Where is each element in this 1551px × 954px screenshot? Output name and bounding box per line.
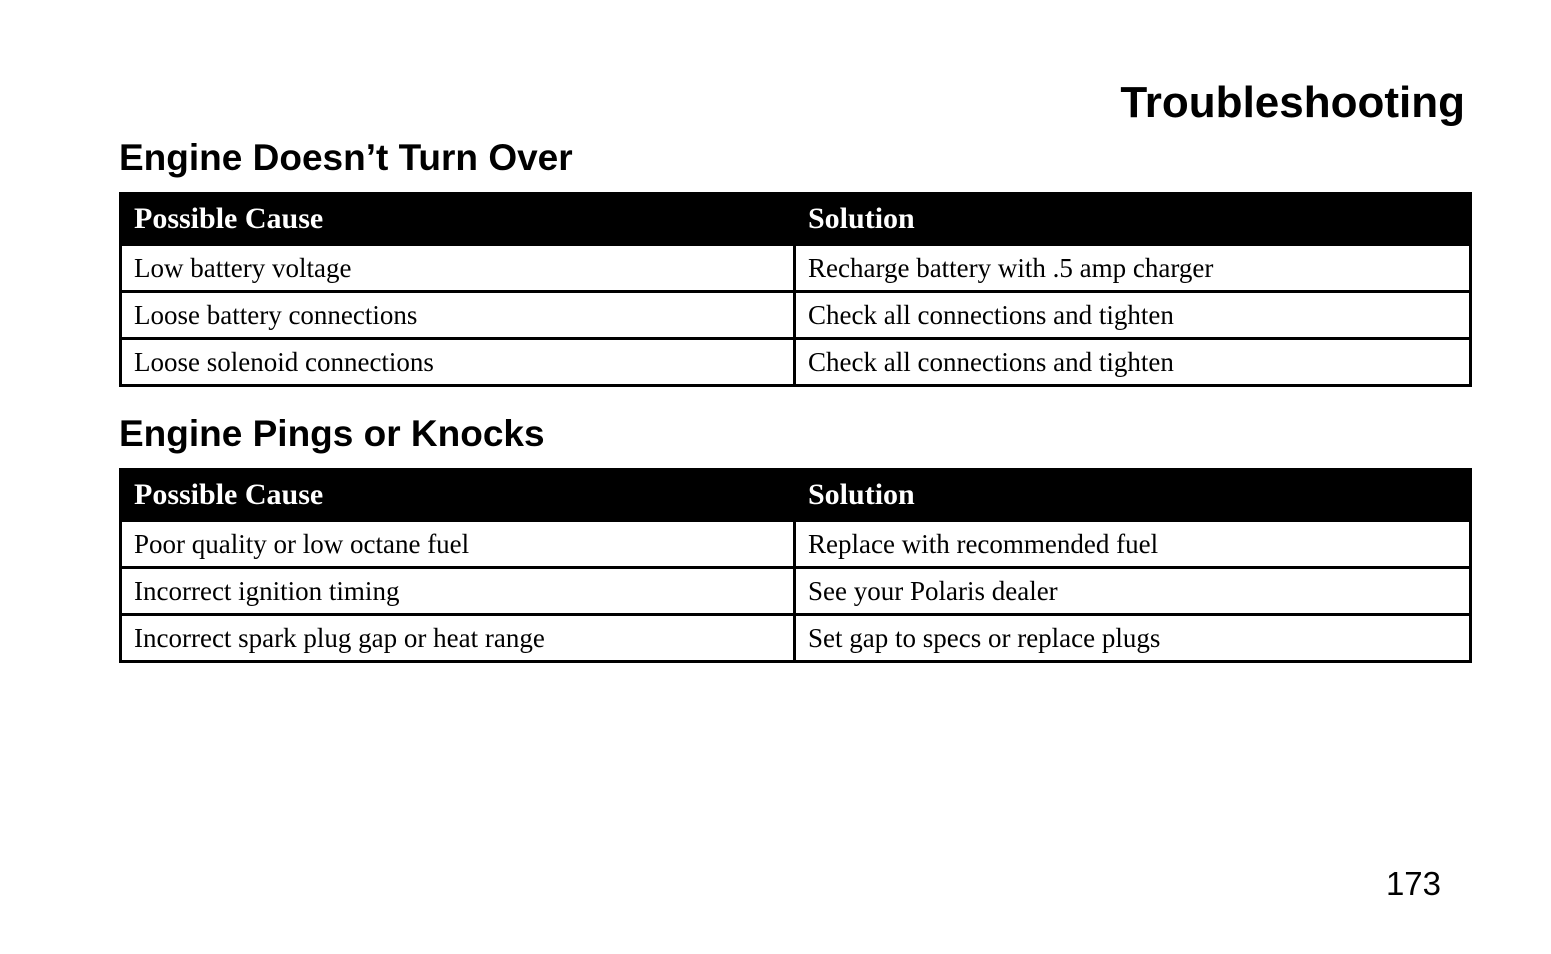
column-header-possible-cause: Possible Cause <box>121 194 795 245</box>
cause-cell: Incorrect ignition timing <box>121 568 795 615</box>
solution-cell: Check all connections and tighten <box>795 339 1471 386</box>
column-header-solution: Solution <box>795 470 1471 521</box>
column-header-solution: Solution <box>795 194 1471 245</box>
column-header-possible-cause: Possible Cause <box>121 470 795 521</box>
table-row <box>121 615 1471 662</box>
cause-cell: Loose battery connections <box>121 292 795 339</box>
solution-cell: Set gap to specs or replace plugs <box>795 615 1471 662</box>
section-engine-doesnt-turn-over <box>119 134 1469 387</box>
cause-cell: Incorrect spark plug gap or heat range <box>121 615 795 662</box>
table-row <box>121 339 1471 386</box>
cause-cell: Poor quality or low octane fuel <box>121 521 795 568</box>
table-row <box>121 568 1471 615</box>
table-row <box>121 292 1471 339</box>
cause-cell: Loose solenoid connections <box>121 339 795 386</box>
troubleshooting-table <box>119 192 1472 387</box>
table-row <box>121 521 1471 568</box>
section-title: Engine Doesn’t Turn Over <box>119 137 573 178</box>
chapter-title: Troubleshooting <box>1120 78 1465 127</box>
solution-cell: Check all connections and tighten <box>795 292 1471 339</box>
table-header-row <box>121 470 1471 521</box>
solution-cell: See your Polaris dealer <box>795 568 1471 615</box>
table-row <box>121 245 1471 292</box>
section-title: Engine Pings or Knocks <box>119 413 545 454</box>
troubleshooting-table <box>119 468 1472 663</box>
solution-cell: Recharge battery with .5 amp charger <box>795 245 1471 292</box>
table-header-row <box>121 194 1471 245</box>
section-engine-pings-or-knocks <box>119 410 1469 663</box>
page-number: 173 <box>1385 865 1441 902</box>
solution-cell: Replace with recommended fuel <box>795 521 1471 568</box>
cause-cell: Low battery voltage <box>121 245 795 292</box>
